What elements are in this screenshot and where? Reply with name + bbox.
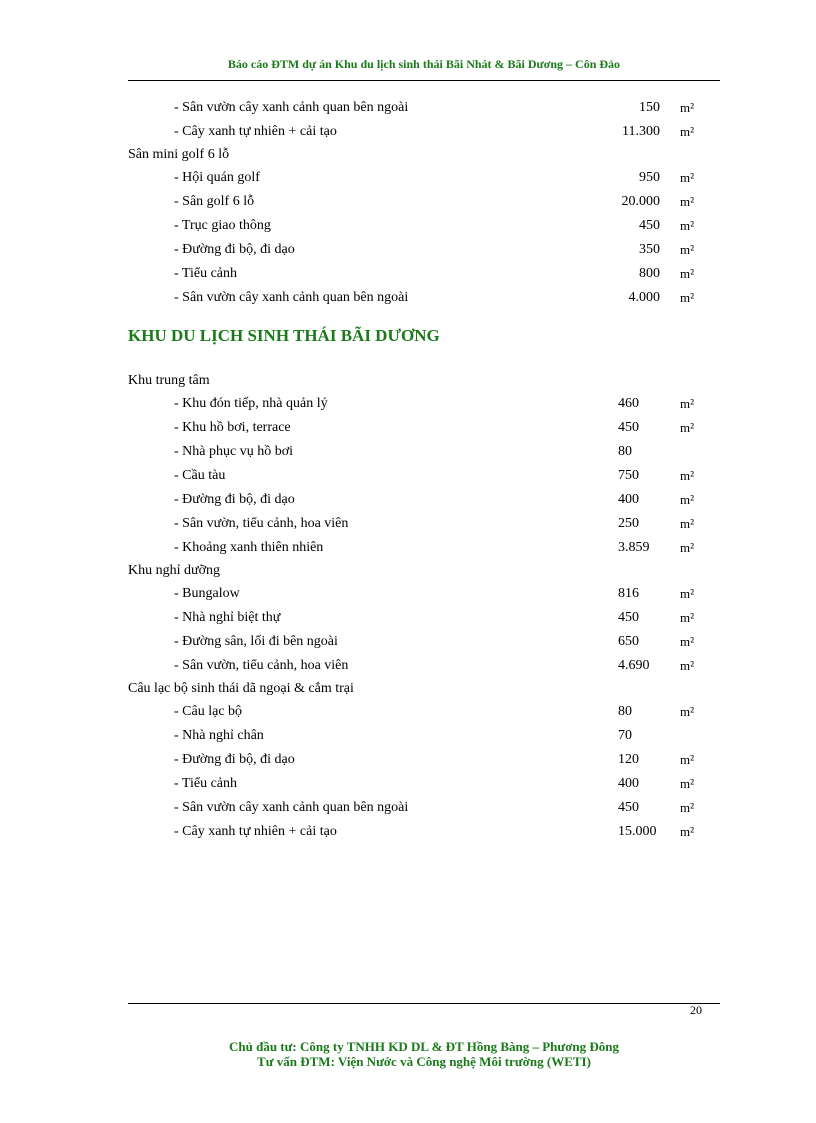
item-label: Khu trung tâm xyxy=(128,373,210,388)
item-value: 400 xyxy=(618,776,639,791)
item-unit: m² xyxy=(680,634,695,649)
page-number: 20 xyxy=(690,1003,702,1017)
list-item xyxy=(128,724,720,748)
footer-investor: Chủ đầu tư: Công ty TNHH KD DL & ĐT Hồng Bàng – Phương Đông xyxy=(228,1039,620,1054)
item-value: 70 xyxy=(618,728,632,743)
item-label: - Khu đón tiếp, nhà quản lý xyxy=(174,396,328,411)
item-value: 4.690 xyxy=(618,658,650,673)
item-value: 150 xyxy=(639,100,660,115)
list-item xyxy=(128,748,720,772)
list-item xyxy=(128,488,720,512)
group-heading xyxy=(128,560,720,582)
group-heading xyxy=(128,370,720,392)
header-title: Báo cáo ĐTM dự án Khu du lịch sinh thái Bãi Nhát & Bãi Dương – Côn Đảo xyxy=(227,57,621,71)
item-value: 750 xyxy=(618,468,639,483)
header-divider xyxy=(128,80,720,81)
item-unit: m² xyxy=(680,468,695,483)
item-value: 950 xyxy=(639,170,660,185)
item-unit: m² xyxy=(680,540,695,555)
item-unit: m² xyxy=(680,824,695,839)
item-unit: m² xyxy=(680,266,695,281)
item-label: - Nhà nghỉ chân xyxy=(174,728,264,743)
item-label: - Sân vườn cây xanh cảnh quan bên ngoài xyxy=(174,100,409,115)
item-label: - Đường đi bộ, đi dạo xyxy=(174,752,295,767)
item-label: - Bungalow xyxy=(174,586,240,601)
item-unit: m² xyxy=(680,170,695,185)
page-footer xyxy=(128,1039,720,1069)
list-item xyxy=(128,166,720,190)
list-item xyxy=(128,286,720,310)
item-unit: m² xyxy=(680,290,695,305)
item-value: 816 xyxy=(618,586,639,601)
item-label: - Nhà nghỉ biệt thự xyxy=(174,610,281,625)
item-label: Câu lạc bộ sinh thái dã ngoại & cắm trại xyxy=(128,681,354,696)
item-unit: m² xyxy=(680,194,695,209)
item-value: 800 xyxy=(639,266,660,281)
list-item xyxy=(128,536,720,560)
item-label: Sân mini golf 6 lỗ xyxy=(128,147,230,162)
page-header xyxy=(128,57,720,72)
item-value: 400 xyxy=(618,492,639,507)
list-item xyxy=(128,606,720,630)
list-item xyxy=(128,96,720,120)
item-unit: m² xyxy=(680,242,695,257)
item-unit: m² xyxy=(680,658,695,673)
item-label: - Cây xanh tự nhiên + cải tạo xyxy=(174,124,337,139)
list-item xyxy=(128,464,720,488)
item-label: - Đường đi bộ, đi dạo xyxy=(174,242,295,257)
item-label: - Đường sân, lối đi bên ngoài xyxy=(174,634,338,649)
item-unit: m² xyxy=(680,610,695,625)
item-label: - Cây xanh tự nhiên + cải tạo xyxy=(174,824,337,839)
list-item xyxy=(128,440,720,464)
list-item xyxy=(128,654,720,678)
list-item xyxy=(128,416,720,440)
section-2-list xyxy=(128,370,720,844)
item-value: 450 xyxy=(639,218,660,233)
item-label: - Khoảng xanh thiên nhiên xyxy=(174,540,324,555)
item-unit: m² xyxy=(680,396,695,411)
item-value: 250 xyxy=(618,516,639,531)
item-label: - Sân vườn, tiểu cảnh, hoa viên xyxy=(174,658,349,673)
item-unit: m² xyxy=(680,800,695,815)
item-value: 11.300 xyxy=(622,124,660,139)
list-item xyxy=(128,796,720,820)
item-unit: m² xyxy=(680,124,695,139)
list-item xyxy=(128,238,720,262)
item-label: - Hội quán golf xyxy=(174,170,260,185)
list-item xyxy=(128,120,720,144)
item-label: - Sân golf 6 lỗ xyxy=(174,194,255,209)
item-unit: m² xyxy=(680,776,695,791)
list-item xyxy=(128,700,720,724)
item-value: 450 xyxy=(618,800,639,815)
footer-consultant: Tư vấn ĐTM: Viện Nước và Công nghệ Môi trường (WETI) xyxy=(257,1054,591,1069)
item-unit: m² xyxy=(680,492,695,507)
item-value: 80 xyxy=(618,444,632,459)
list-item xyxy=(128,190,720,214)
group-heading xyxy=(128,678,720,700)
list-item xyxy=(128,820,720,844)
item-unit: m² xyxy=(680,586,695,601)
item-unit: m² xyxy=(680,420,695,435)
group-heading xyxy=(128,144,720,166)
item-label: - Đường đi bộ, đi dạo xyxy=(174,492,295,507)
footer-divider xyxy=(128,1003,720,1004)
list-item xyxy=(128,214,720,238)
item-unit: m² xyxy=(680,704,695,719)
item-value: 450 xyxy=(618,610,639,625)
item-label: Khu nghỉ dưỡng xyxy=(128,563,220,578)
item-value: 350 xyxy=(639,242,660,257)
item-label: - Câu lạc bộ xyxy=(174,704,243,719)
list-item xyxy=(128,582,720,606)
section-title: KHU DU LỊCH SINH THÁI BÃI DƯƠNG xyxy=(128,326,440,345)
item-value: 650 xyxy=(618,634,639,649)
item-value: 460 xyxy=(618,396,639,411)
item-value: 80 xyxy=(618,704,632,719)
item-value: 15.000 xyxy=(618,824,657,839)
list-item xyxy=(128,262,720,286)
item-label: - Tiểu cảnh xyxy=(174,776,237,791)
item-value: 450 xyxy=(618,420,639,435)
item-label: - Cầu tàu xyxy=(174,468,226,483)
item-label: - Trục giao thông xyxy=(174,218,271,233)
item-label: - Sân vườn cây xanh cảnh quan bên ngoài xyxy=(174,290,409,305)
item-unit: m² xyxy=(680,218,695,233)
item-label: - Nhà phục vụ hồ bơi xyxy=(174,444,293,459)
item-label: - Sân vườn, tiểu cảnh, hoa viên xyxy=(174,516,349,531)
item-value: 4.000 xyxy=(628,290,660,305)
page-content xyxy=(128,96,720,844)
item-label: - Khu hồ bơi, terrace xyxy=(174,420,291,435)
item-label: - Sân vườn cây xanh cảnh quan bên ngoài xyxy=(174,800,409,815)
list-item xyxy=(128,392,720,416)
item-value: 120 xyxy=(618,752,639,767)
item-unit: m² xyxy=(680,100,695,115)
item-label: - Tiểu cảnh xyxy=(174,266,237,281)
item-unit: m² xyxy=(680,516,695,531)
list-item xyxy=(128,512,720,536)
list-item xyxy=(128,772,720,796)
item-value: 3.859 xyxy=(618,540,650,555)
section-1-list xyxy=(128,96,720,310)
item-value: 20.000 xyxy=(621,194,660,209)
item-unit: m² xyxy=(680,752,695,767)
list-item xyxy=(128,630,720,654)
